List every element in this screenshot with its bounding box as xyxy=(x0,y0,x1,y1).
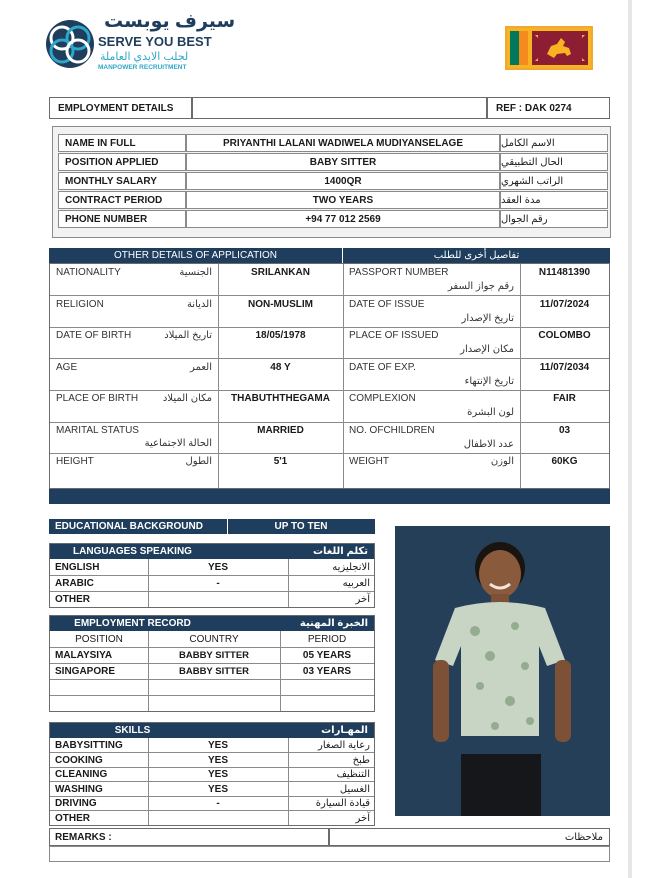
remarks-label: REMARKS : xyxy=(49,828,329,846)
place-of-issue-value: COLOMBO xyxy=(538,330,591,341)
page-edge-divider xyxy=(628,0,632,878)
place-of-birth-value: THABUTHTHEGAMA xyxy=(231,393,330,404)
language-arabic: آخر xyxy=(355,594,370,605)
nationality-label: NATIONALITY xyxy=(56,267,121,278)
complexion-value: FAIR xyxy=(553,393,576,404)
skills-title-arabic: المهـارات xyxy=(321,725,368,736)
languages-title-arabic: تكلم اللغات xyxy=(313,546,368,557)
date-of-expiry-arabic: تاريخ الإنتهاء xyxy=(464,376,514,387)
record-position: MALAYSIYA xyxy=(55,650,113,661)
logo-english-name: SERVE YOU BEST xyxy=(98,34,212,49)
skill-value: YES xyxy=(207,739,228,751)
language-value: YES xyxy=(207,562,228,573)
personal-arabic-label: الحال التطبيقي xyxy=(500,153,608,171)
skills-header xyxy=(50,723,374,738)
personal-row xyxy=(58,191,608,209)
logo-arabic-subtitle: لجلب الايدي العاملة xyxy=(100,51,189,63)
column-header-country: COUNTRY xyxy=(189,634,239,645)
place-of-issue-label: PLACE OF ISSUED xyxy=(349,330,439,341)
column-header-period: PERIOD xyxy=(307,634,347,645)
personal-label: MONTHLY SALARY xyxy=(58,172,186,190)
personal-arabic-label: رقم الجوال xyxy=(500,210,608,228)
date-of-expiry-label: DATE OF EXP. xyxy=(349,362,416,373)
religion-arabic: الديانة xyxy=(186,299,212,310)
employment-details-blank xyxy=(192,97,487,119)
skill-label: OTHER xyxy=(55,812,90,824)
personal-row xyxy=(58,172,608,190)
skill-label: WASHING xyxy=(55,783,103,795)
age-arabic: العمر xyxy=(190,362,212,373)
skill-arabic: قيادة السيارة xyxy=(315,797,370,809)
height-arabic: الطول xyxy=(185,456,212,467)
language-label: ENGLISH xyxy=(55,562,100,573)
remarks-text-area xyxy=(49,846,610,862)
employment-details-label: EMPLOYMENT DETAILS xyxy=(49,97,192,119)
employment-record-table xyxy=(49,615,375,712)
remarks-arabic-label: ملاحظات xyxy=(329,828,610,846)
language-value: - xyxy=(216,578,220,589)
language-arabic: العربيه xyxy=(342,578,370,589)
personal-arabic-label: الراتب الشهري xyxy=(500,172,608,190)
other-details-footer-bar xyxy=(49,489,610,504)
skill-label: BABYSITTING xyxy=(55,739,123,751)
personal-row xyxy=(58,134,608,152)
complexion-arabic: لون البشرة xyxy=(467,407,514,418)
skill-label: COOKING xyxy=(55,754,103,766)
skill-label: DRIVING xyxy=(55,797,97,809)
grid-line xyxy=(520,264,521,488)
education-bar xyxy=(49,519,375,534)
personal-label: NAME IN FULL xyxy=(58,134,186,152)
languages-title: LANGUAGES SPEAKING xyxy=(73,546,192,557)
children-label: NO. OFCHILDREN xyxy=(349,425,435,436)
personal-arabic-label: الاسم الكامل xyxy=(500,134,608,152)
grid-line xyxy=(50,295,609,296)
skill-value: YES xyxy=(207,768,228,780)
passport-number-arabic: رقم جواز السفر xyxy=(447,281,514,292)
language-label: ARABIC xyxy=(55,578,94,589)
grid-line xyxy=(50,453,609,454)
religion-value: NON-MUSLIM xyxy=(248,299,313,310)
personal-arabic-label: مدة العقد xyxy=(500,191,608,209)
place-of-birth-label: PLACE OF BIRTH xyxy=(56,393,139,404)
skill-label: CLEANING xyxy=(55,768,108,780)
employment-record-header xyxy=(50,616,374,631)
grid-line xyxy=(50,695,374,696)
logo-arabic-name: سيرف يوبست xyxy=(104,11,236,32)
personal-value: PRIYANTHI LALANI WADIWELA MUDIYANSELAGE xyxy=(186,134,500,152)
personal-label: CONTRACT PERIOD xyxy=(58,191,186,209)
religion-label: RELIGION xyxy=(56,299,104,310)
date-of-birth-value: 18/05/1978 xyxy=(255,330,306,341)
personal-row xyxy=(58,210,608,228)
children-arabic: عدد الاطفال xyxy=(463,439,514,450)
skill-value: YES xyxy=(207,754,228,766)
skill-arabic: التنظيف xyxy=(336,768,370,780)
languages-table xyxy=(49,543,375,608)
marital-status-label: MARITAL STATUS xyxy=(56,425,139,436)
grid-line xyxy=(50,679,374,680)
weight-label: WEIGHT xyxy=(349,456,389,467)
height-value: 5'1 xyxy=(273,456,288,467)
skill-value: - xyxy=(216,797,220,809)
education-label: EDUCATIONAL BACKGROUND xyxy=(55,521,203,532)
employment-record-title: EMPLOYMENT RECORD xyxy=(74,618,191,629)
nationality-value: SRILANKAN xyxy=(251,267,310,278)
place-of-birth-arabic: مكان الميلاد xyxy=(162,393,212,404)
grid-line xyxy=(50,358,609,359)
language-label: OTHER xyxy=(55,594,90,605)
personal-label: PHONE NUMBER xyxy=(58,210,186,228)
other-details-header xyxy=(49,248,610,263)
logo-english-subtitle: MANPOWER RECRUITMENT xyxy=(98,64,187,71)
skills-table xyxy=(49,722,375,826)
languages-header xyxy=(50,544,374,559)
passport-number-label: PASSPORT NUMBER xyxy=(349,267,449,278)
date-of-issue-value: 11/07/2024 xyxy=(539,299,590,310)
grid-line xyxy=(50,327,609,328)
column-header-position: POSITION xyxy=(75,634,123,645)
personal-value: TWO YEARS xyxy=(186,191,500,209)
grid-line xyxy=(50,422,609,423)
other-details-title: OTHER DETAILS OF APPLICATION xyxy=(114,250,277,261)
personal-value: +94 77 012 2569 xyxy=(186,210,500,228)
language-value xyxy=(148,592,288,607)
education-value: UP TO TEN xyxy=(274,521,328,532)
skill-arabic: رعاية الصغار xyxy=(318,739,370,751)
skill-value xyxy=(148,811,288,825)
other-details-title-arabic: تفاصيل أخرى للطلب xyxy=(433,250,520,261)
sri-lanka-flag-icon xyxy=(505,26,593,70)
skill-value: YES xyxy=(207,783,228,795)
skills-title: SKILLS xyxy=(114,725,151,736)
date-of-issue-arabic: تاريخ الإصدار xyxy=(461,313,514,324)
record-position: SINGAPORE xyxy=(55,666,116,677)
employment-details-bar xyxy=(49,97,610,119)
personal-value: BABY SITTER xyxy=(186,153,500,171)
employment-record-title-arabic: الخبرة المهنية xyxy=(299,618,368,629)
date-of-birth-label: DATE OF BIRTH xyxy=(56,330,132,341)
record-country: BABBY SITTER xyxy=(178,650,250,661)
marital-status-arabic: الحالة الاجتماعية xyxy=(144,438,212,449)
skill-arabic: طبخ xyxy=(352,754,370,766)
company-logo-icon xyxy=(44,18,96,70)
reference-number: REF : DAK 0274 xyxy=(487,97,610,119)
children-value: 03 xyxy=(558,425,571,436)
weight-value: 60KG xyxy=(551,456,578,467)
personal-label: POSITION APPLIED xyxy=(58,153,186,171)
remarks-row xyxy=(49,828,610,846)
record-period: 03 YEARS xyxy=(302,666,352,677)
personal-row xyxy=(58,153,608,171)
place-of-issue-arabic: مكان الإصدار xyxy=(460,344,514,355)
skill-arabic: آخر xyxy=(355,812,370,824)
age-label: AGE xyxy=(56,362,78,373)
applicant-photo xyxy=(395,526,610,816)
nationality-arabic: الجنسية xyxy=(179,267,212,278)
record-country: BABBY SITTER xyxy=(178,666,250,677)
grid-line xyxy=(50,390,609,391)
height-label: HEIGHT xyxy=(56,456,94,467)
other-details-table xyxy=(49,263,610,489)
complexion-label: COMPLEXION xyxy=(349,393,416,404)
date-of-expiry-value: 11/07/2034 xyxy=(539,362,590,373)
grid-line xyxy=(343,264,344,488)
grid-line xyxy=(218,264,219,488)
marital-status-value: MARRIED xyxy=(257,425,304,436)
skill-arabic: الغسيل xyxy=(339,783,370,795)
age-value: 48 Y xyxy=(270,362,291,373)
weight-arabic: الوزن xyxy=(490,456,514,467)
date-of-birth-arabic: تاريخ الميلاد xyxy=(164,330,212,341)
personal-value: 1400QR xyxy=(186,172,500,190)
language-arabic: الانجليزيه xyxy=(332,562,370,573)
passport-number-value: N11481390 xyxy=(538,267,591,278)
date-of-issue-label: DATE OF ISSUE xyxy=(349,299,425,310)
record-period: 05 YEARS xyxy=(302,650,352,661)
